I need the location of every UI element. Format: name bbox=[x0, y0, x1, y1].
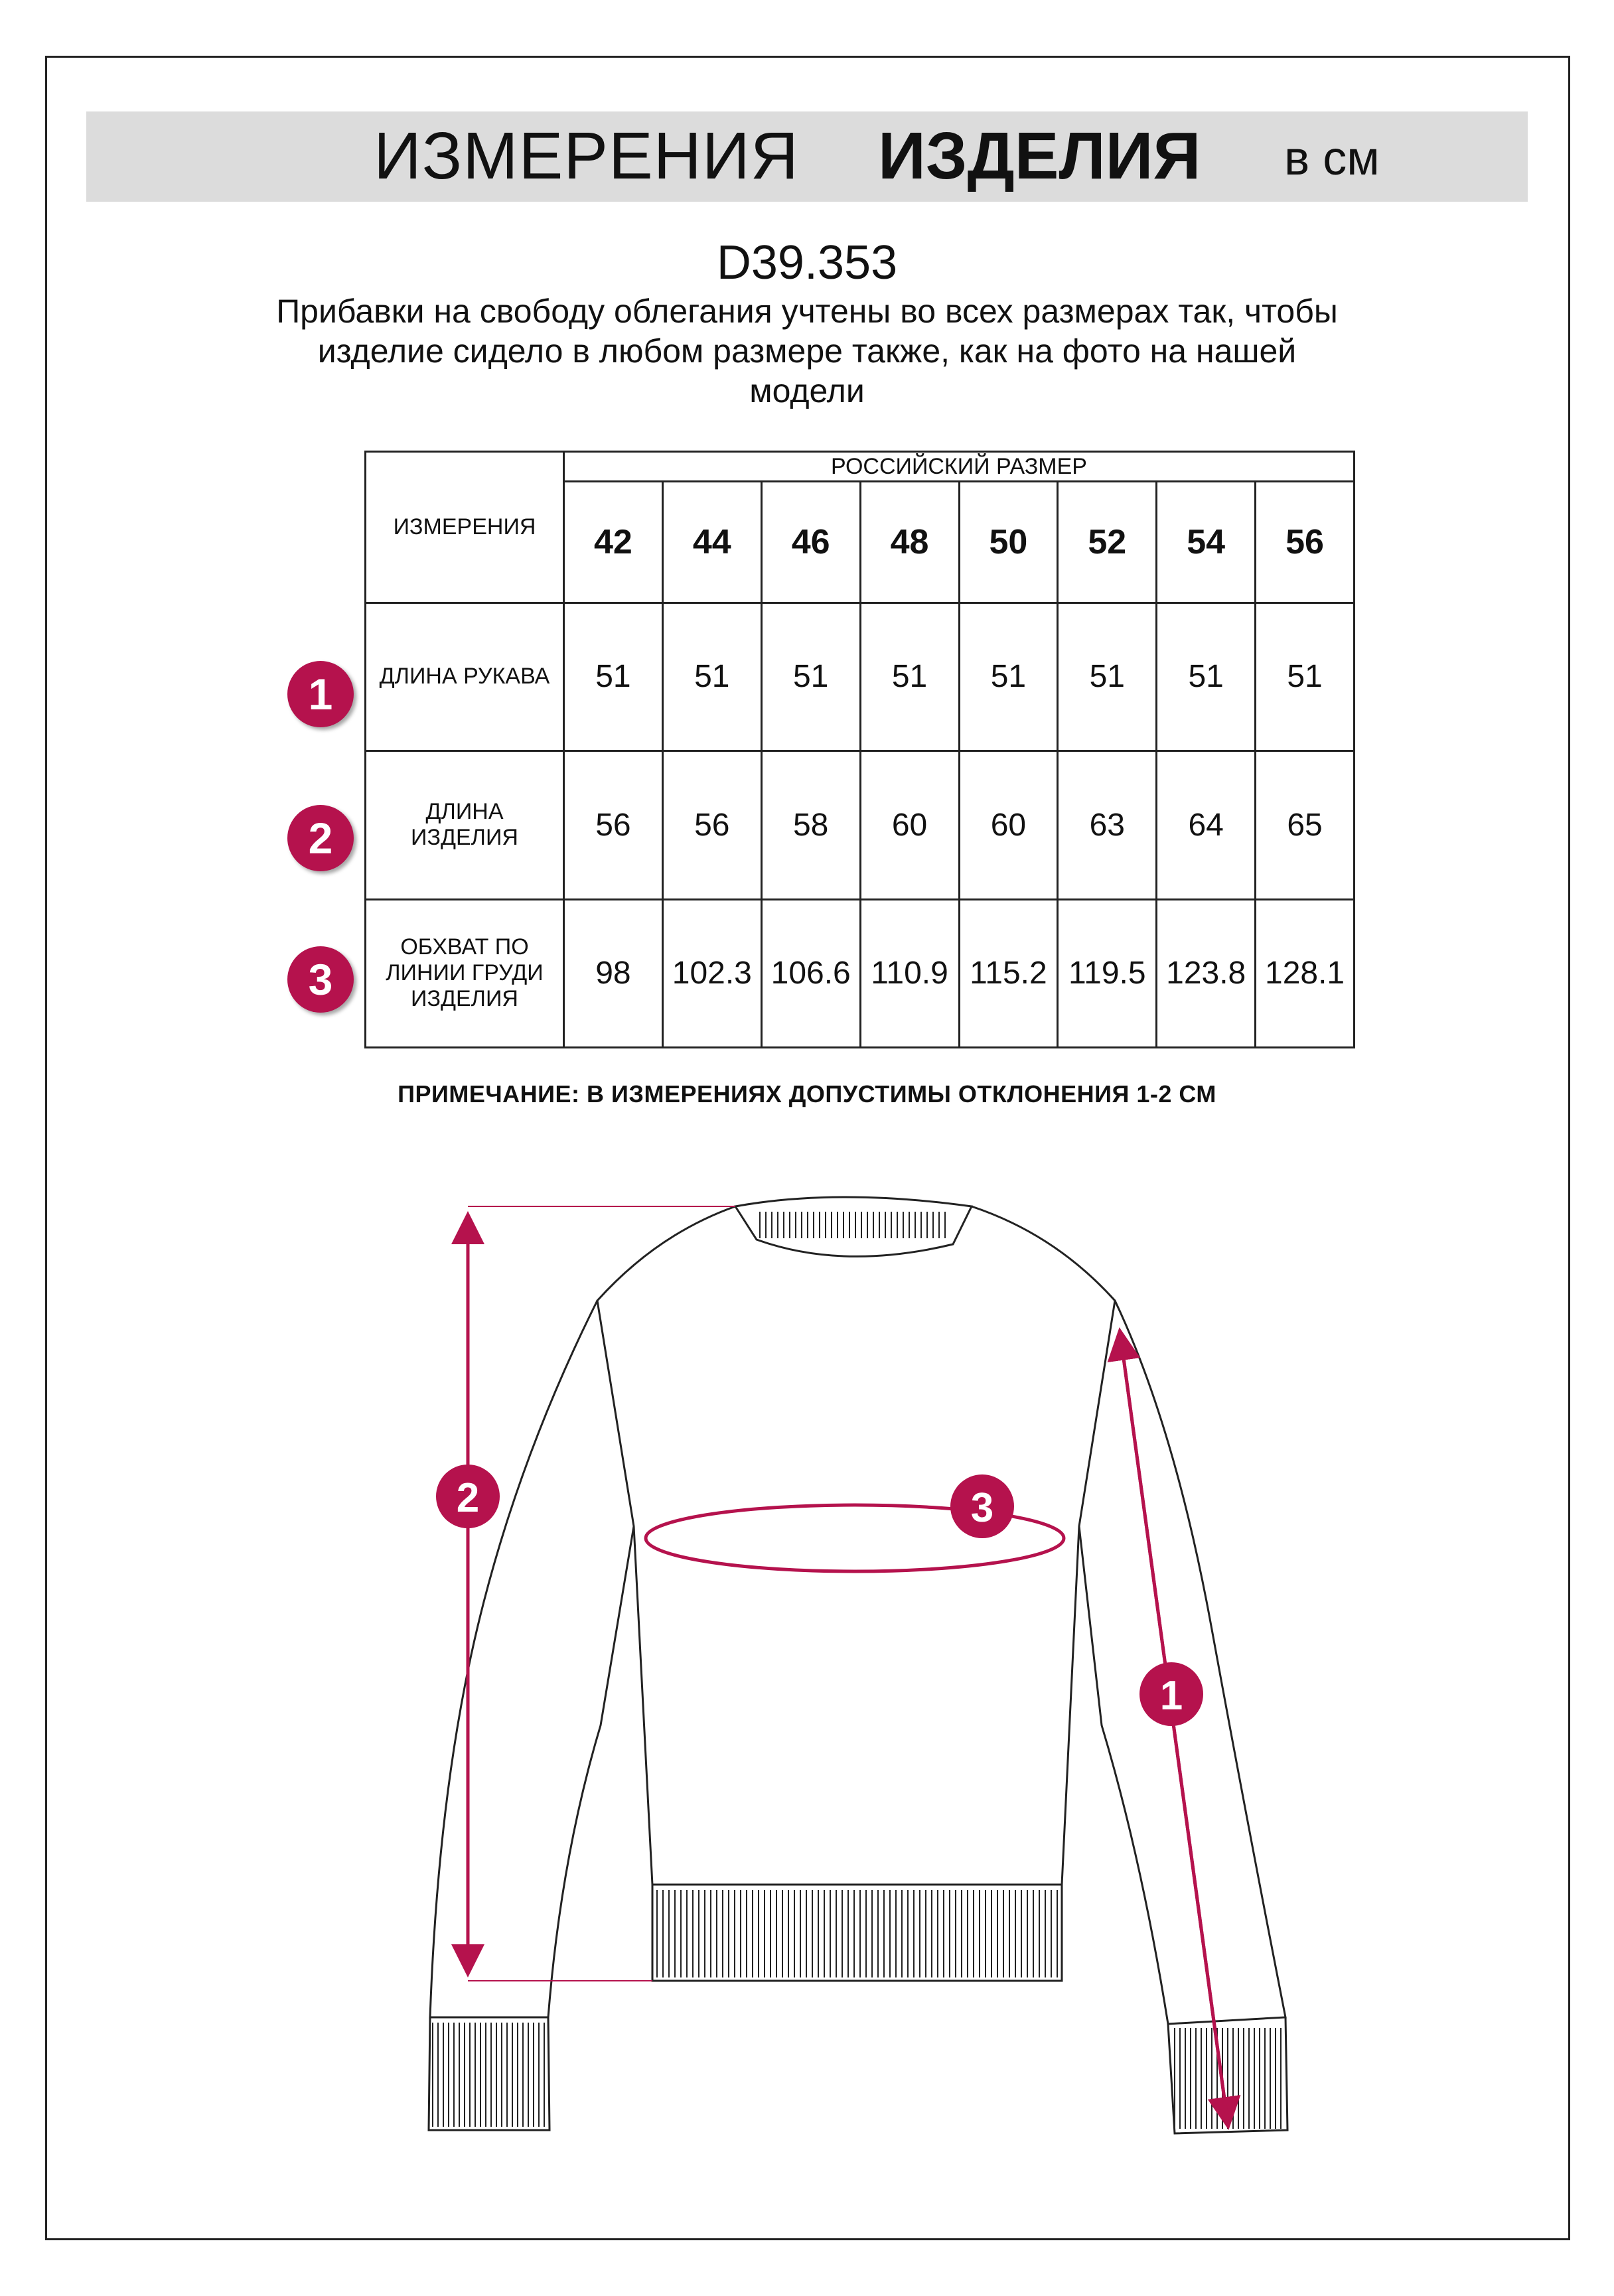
table-cell: 51 bbox=[860, 603, 959, 751]
size-header: 56 bbox=[1256, 482, 1355, 603]
table-cell: 56 bbox=[662, 751, 761, 899]
sweater-diagram bbox=[0, 1128, 1614, 2190]
table-cell: 123.8 bbox=[1157, 899, 1256, 1047]
table-cell: 60 bbox=[959, 751, 1058, 899]
size-header: 50 bbox=[959, 482, 1058, 603]
table-cell: 106.6 bbox=[761, 899, 860, 1047]
table-cell: 51 bbox=[959, 603, 1058, 751]
table-cell: 119.5 bbox=[1058, 899, 1157, 1047]
measurement-lines bbox=[468, 1206, 1228, 2123]
measure-header: ИЗМЕРЕНИЯ bbox=[366, 452, 564, 603]
size-header: 42 bbox=[564, 482, 663, 603]
table-cell: 63 bbox=[1058, 751, 1157, 899]
size-header: 44 bbox=[662, 482, 761, 603]
table-cell: 51 bbox=[1157, 603, 1256, 751]
diagram-badge-sleeve bbox=[1139, 1662, 1203, 1726]
table-row bbox=[366, 603, 1355, 751]
row-badge-length: 2 bbox=[287, 805, 354, 871]
table-cell: 51 bbox=[1256, 603, 1355, 751]
size-header: 52 bbox=[1058, 482, 1157, 603]
note-line-3: модели bbox=[749, 372, 865, 409]
size-table bbox=[364, 451, 1355, 1048]
table-cell: 65 bbox=[1256, 751, 1355, 899]
table-cell: 110.9 bbox=[860, 899, 959, 1047]
title-light: ИЗМЕРЕНИЯ bbox=[374, 119, 799, 193]
table-cell: 51 bbox=[1058, 603, 1157, 751]
table-cell: 102.3 bbox=[662, 899, 761, 1047]
row-badge-chest: 3 bbox=[287, 946, 354, 1013]
size-header: 54 bbox=[1157, 482, 1256, 603]
row-label: ДЛИНА ИЗДЕЛИЯ bbox=[366, 751, 564, 899]
table-cell: 51 bbox=[564, 603, 663, 751]
diagram-badge-chest-label: 3 bbox=[970, 1485, 994, 1531]
table-cell: 58 bbox=[761, 751, 860, 899]
row-label: ОБХВАТ ПО ЛИНИИ ГРУДИ ИЗДЕЛИЯ bbox=[366, 899, 564, 1047]
article-number: D39.353 bbox=[716, 236, 898, 289]
size-header: 48 bbox=[860, 482, 959, 603]
table-cell: 60 bbox=[860, 751, 959, 899]
table-cell: 98 bbox=[564, 899, 663, 1047]
note-line-1: Прибавки на свободу облегания учтены во всех размерах так, чтобы bbox=[276, 293, 1338, 330]
size-header: 46 bbox=[761, 482, 860, 603]
table-row bbox=[366, 899, 1355, 1047]
table-cell: 51 bbox=[761, 603, 860, 751]
row-badge-sleeve: 1 bbox=[287, 661, 354, 727]
row-label: ДЛИНА РУКАВА bbox=[366, 603, 564, 751]
size-group-header: РОССИЙСКИЙ РАЗМЕР bbox=[564, 452, 1355, 482]
footnote: ПРИМЕЧАНИЕ: В ИЗМЕРЕНИЯХ ДОПУСТИМЫ ОТКЛОНЕНИЯ 1-2 СМ bbox=[398, 1080, 1216, 1108]
note-line-2: изделие сидело в любом размере также, как на фото на нашей bbox=[317, 332, 1297, 370]
table-cell: 56 bbox=[564, 751, 663, 899]
table-cell: 64 bbox=[1157, 751, 1256, 899]
diagram-badge-length bbox=[436, 1465, 500, 1528]
table-cell: 128.1 bbox=[1256, 899, 1355, 1047]
diagram-badge-chest bbox=[950, 1474, 1014, 1538]
table-cell: 51 bbox=[662, 603, 761, 751]
table-row bbox=[366, 751, 1355, 899]
diagram-badge-sleeve-label: 1 bbox=[1159, 1673, 1183, 1719]
title-bold: ИЗДЕЛИЯ bbox=[878, 119, 1201, 193]
title-unit: в см bbox=[1284, 132, 1380, 185]
diagram-badge-length-label: 2 bbox=[456, 1475, 480, 1521]
table-cell: 115.2 bbox=[959, 899, 1058, 1047]
